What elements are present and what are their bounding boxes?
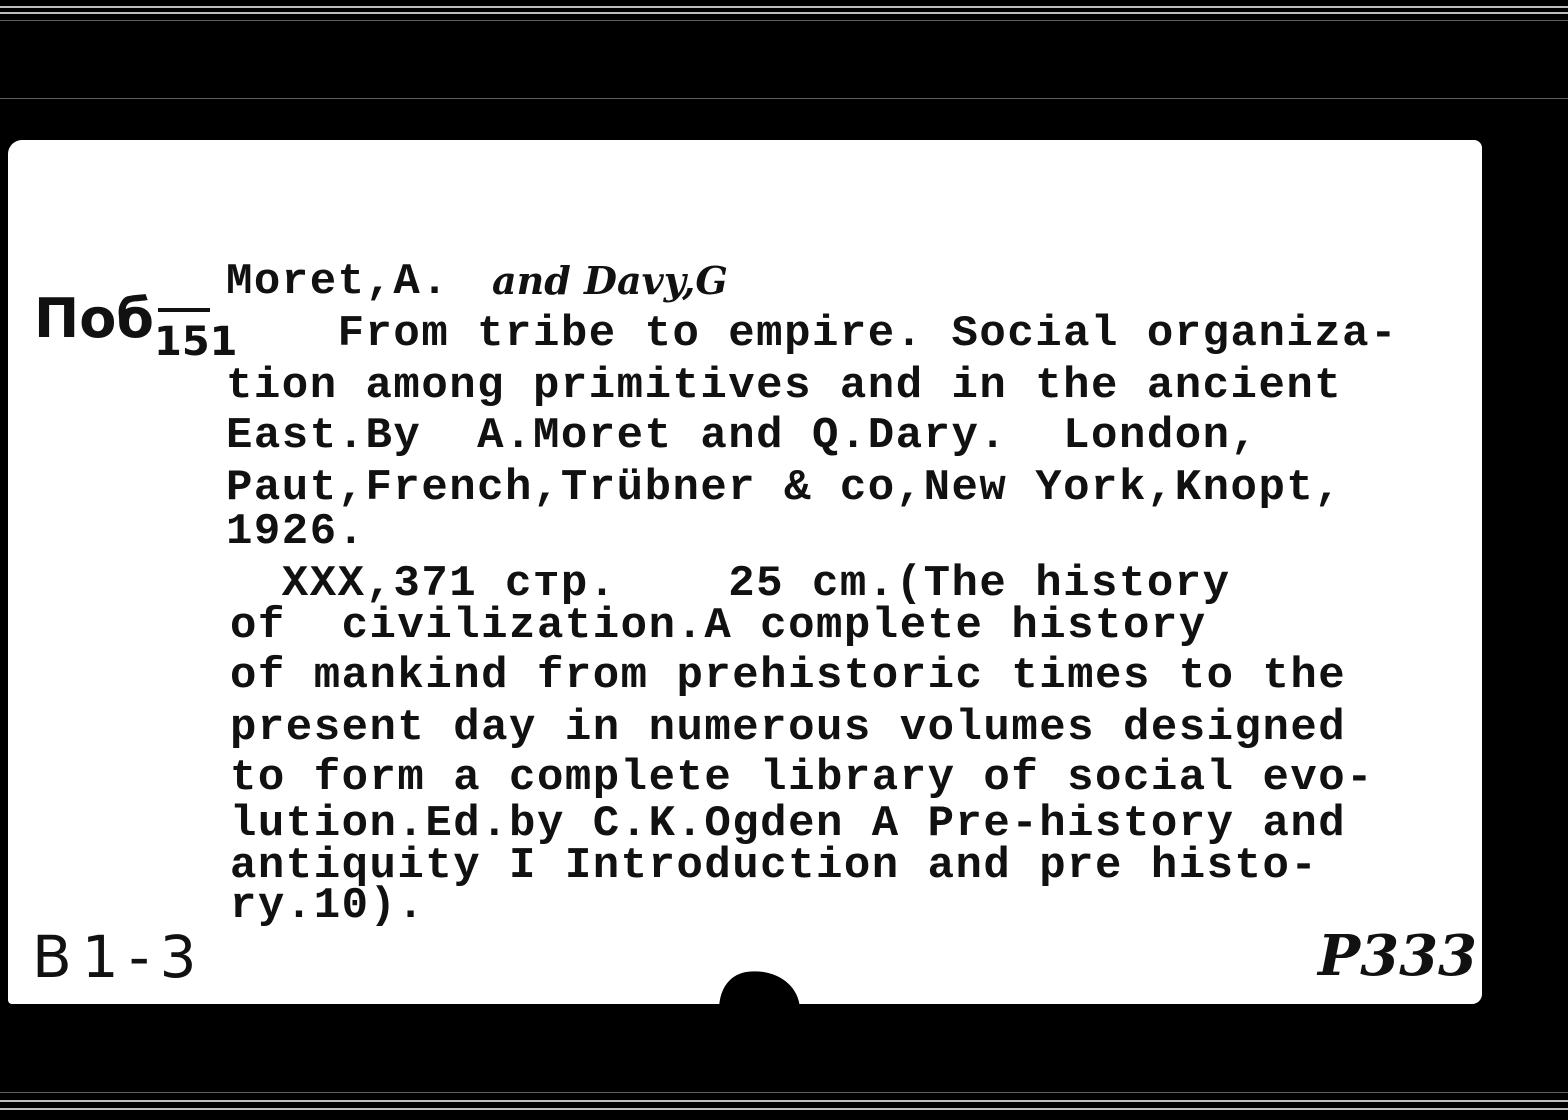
card-line-8: of mankind from prehistoric times to the: [230, 651, 1347, 701]
card-line-5: 1926.: [226, 507, 366, 557]
card-line-10: to form a complete library of social evo-: [230, 753, 1375, 803]
location-code: B1-3: [32, 923, 207, 991]
author-handwritten: and Davy,G: [492, 258, 728, 303]
card-line-3: East.By A.Moret and Q.Dary. London,: [226, 411, 1259, 461]
card-line-12: antiquity I Introduction and pre histo-: [230, 841, 1319, 891]
card-line-9: present day in numerous volumes designed: [230, 703, 1347, 753]
card-line-11: lution.Ed.by C.K.Ogden A Pre-history and: [230, 799, 1347, 849]
shelfmark-number: 151: [154, 319, 238, 365]
scan-border-line-top: [0, 6, 1568, 8]
card-line-13: ry.10).: [230, 881, 426, 931]
scan-border-line-top-3: [0, 20, 1568, 21]
shelfmark-main: Поб: [34, 287, 154, 350]
card-line-6: XXX,371 стр. 25 cm.(The history: [226, 559, 1231, 609]
card-line-4: Paut,French,Trübner & co,New York,Knopt,: [226, 463, 1343, 513]
card-line-1: From tribe to empire. Social organiza-: [226, 309, 1398, 359]
card-line-7: of civilization.A complete history: [230, 601, 1207, 651]
card-line-2: tion among primitives and in the ancient: [226, 361, 1343, 411]
scan-border-line-bottom-3: [0, 1108, 1568, 1110]
scan-border-line-bottom-2: [0, 1100, 1568, 1102]
page-code: P333: [1318, 923, 1478, 989]
shelfmark-divider: [158, 308, 210, 312]
author-typed: Moret,A.: [226, 257, 450, 307]
scan-border-line-top-2: [0, 12, 1568, 14]
catalog-card: [8, 140, 1482, 1004]
ink-blot: [698, 966, 808, 1096]
scan-border-line-top-4: [0, 98, 1568, 99]
